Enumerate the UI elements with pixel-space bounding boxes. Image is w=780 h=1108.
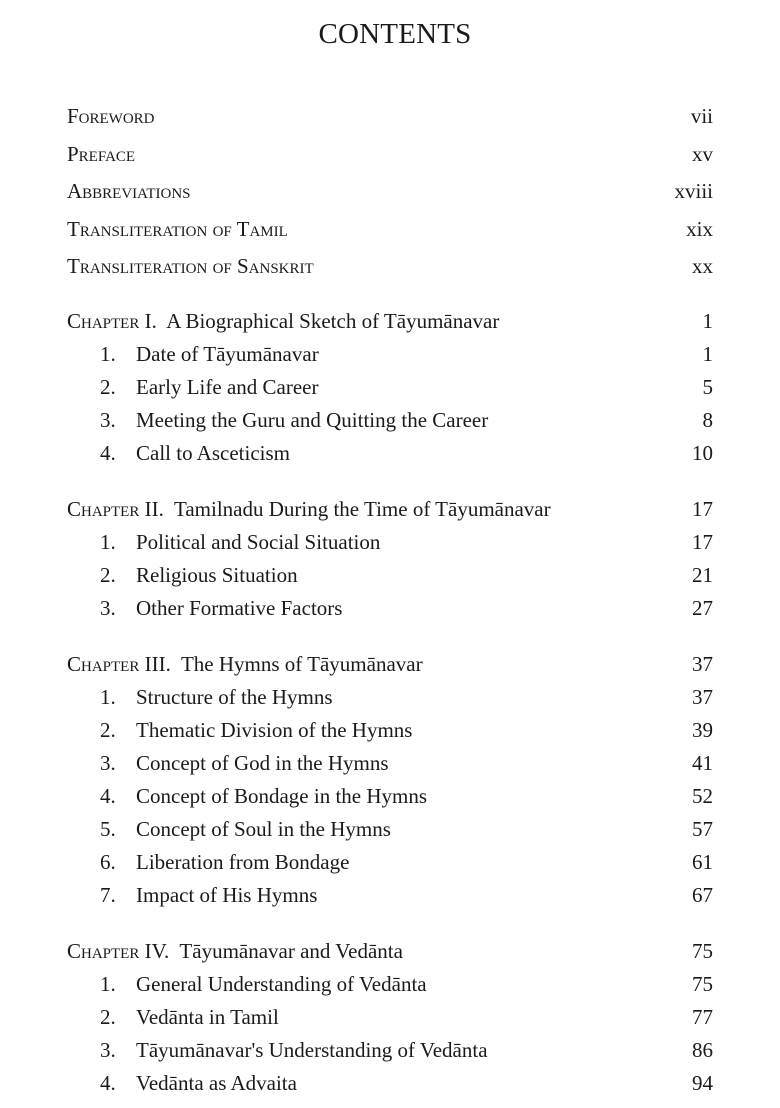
chapter-3: [67, 652, 713, 916]
section-title: Call to Asceticism: [136, 440, 290, 465]
spacer: [67, 292, 713, 309]
section-title: Other Formative Factors: [136, 595, 343, 620]
page-number: xx: [692, 254, 713, 278]
section-number: 4.: [100, 440, 116, 465]
chapter-heading[interactable]: [67, 652, 713, 685]
section-number: 2.: [100, 1004, 116, 1029]
page-number: xviii: [674, 179, 713, 203]
page-number: 17: [692, 529, 713, 554]
section-entry[interactable]: [67, 850, 713, 883]
section-entry[interactable]: [67, 784, 713, 817]
section-number: 6.: [100, 849, 116, 874]
chapter-title: The Hymns of Tāyumānavar: [180, 651, 423, 676]
section-number: 3.: [100, 407, 116, 432]
page-number: 75: [692, 938, 713, 963]
section-entry[interactable]: [67, 596, 713, 629]
section-title: Meeting the Guru and Quitting the Career: [136, 407, 489, 432]
page-number: 1: [702, 308, 713, 333]
toc-entry-transliteration-sanskrit[interactable]: [67, 254, 713, 292]
section-entry[interactable]: [67, 408, 713, 441]
page-number: 94: [692, 1070, 713, 1095]
page-number: 21: [692, 562, 713, 587]
section-number: 4.: [100, 783, 116, 808]
section-title: Thematic Division of the Hymns: [136, 717, 413, 742]
section-entry[interactable]: [67, 563, 713, 596]
section-number: 2.: [100, 374, 116, 399]
section-entry[interactable]: [67, 1005, 713, 1038]
page-number: vii: [690, 104, 713, 128]
section-title: Vedānta in Tamil: [136, 1004, 279, 1029]
section-title: Impact of His Hymns: [136, 882, 318, 907]
section-number: 3.: [100, 595, 116, 620]
page-number: 41: [692, 750, 713, 775]
entry-label: Foreword: [67, 104, 155, 128]
section-number: 1.: [100, 529, 116, 554]
section-entry[interactable]: [67, 685, 713, 718]
chapter-2: [67, 497, 713, 629]
entry-label: Transliteration of Sanskrit: [67, 254, 314, 278]
chapter-heading[interactable]: [67, 497, 713, 530]
section-entry[interactable]: [67, 441, 713, 474]
page-number: 37: [692, 651, 713, 676]
page-number: 1: [702, 341, 713, 366]
entry-label: Preface: [67, 141, 136, 166]
chapter-1: [67, 309, 713, 474]
section-entry[interactable]: [67, 817, 713, 850]
section-number: 3.: [100, 750, 116, 775]
chapter-title: Tamilnadu During the Time of Tāyumānavar: [173, 496, 551, 521]
spacer: [67, 474, 713, 497]
section-title: Tāyumānavar's Understanding of Vedānta: [136, 1037, 488, 1062]
section-number: 5.: [100, 816, 116, 841]
page-number: 57: [692, 816, 713, 841]
page-number: 39: [692, 717, 713, 742]
page-number: 27: [692, 595, 713, 620]
chapter-number: Chapter IV.: [67, 938, 170, 963]
section-title: Structure of the Hymns: [136, 684, 333, 709]
section-title: Concept of God in the Hymns: [136, 750, 389, 775]
section-number: 2.: [100, 562, 116, 587]
section-number: 3.: [100, 1037, 116, 1062]
section-title: Political and Social Situation: [136, 529, 381, 554]
section-title: Date of Tāyumānavar: [136, 341, 319, 366]
entry-label: Transliteration of Tamil: [67, 216, 288, 241]
page-number: 52: [692, 783, 713, 808]
section-entry[interactable]: [67, 751, 713, 784]
page-number: 17: [692, 496, 713, 521]
table-of-contents: [67, 104, 713, 1104]
page-number: 75: [692, 971, 713, 996]
page-number: 67: [692, 882, 713, 907]
section-entry[interactable]: [67, 1071, 713, 1104]
chapter-heading[interactable]: [67, 309, 713, 342]
chapter-title: A Biographical Sketch of Tāyumānavar: [166, 308, 500, 333]
page-number: 77: [692, 1004, 713, 1029]
section-entry[interactable]: [67, 375, 713, 408]
section-number: 7.: [100, 882, 116, 907]
section-entry[interactable]: [67, 972, 713, 1005]
section-number: 2.: [100, 717, 116, 742]
page-title: CONTENTS: [318, 18, 472, 50]
page-number: 8: [702, 407, 713, 432]
toc-entry-transliteration-tamil[interactable]: [67, 217, 713, 255]
section-title: General Understanding of Vedānta: [136, 971, 427, 996]
toc-entry-preface[interactable]: [67, 142, 713, 180]
section-title: Early Life and Career: [136, 374, 319, 399]
entry-label: Abbreviations: [67, 179, 191, 203]
section-number: 1.: [100, 341, 116, 366]
spacer: [67, 629, 713, 652]
page-number: 61: [692, 849, 713, 874]
section-title: Religious Situation: [136, 562, 298, 587]
section-entry[interactable]: [67, 530, 713, 563]
chapter-4: [67, 939, 713, 1104]
page-number: 10: [692, 440, 713, 465]
chapter-heading[interactable]: [67, 939, 713, 972]
chapter-number: Chapter I.: [67, 308, 157, 333]
chapter-number: Chapter II.: [67, 496, 164, 521]
page-number: 37: [692, 684, 713, 709]
section-entry[interactable]: [67, 1038, 713, 1071]
section-number: 4.: [100, 1070, 116, 1095]
page-number: 86: [692, 1037, 713, 1062]
front-matter-list: [67, 104, 713, 292]
toc-entry-abbreviations[interactable]: [67, 179, 713, 217]
spacer: [67, 916, 713, 939]
section-entry[interactable]: [67, 342, 713, 375]
section-number: 1.: [100, 971, 116, 996]
section-title: Vedānta as Advaita: [136, 1070, 297, 1095]
page-number: 5: [702, 374, 713, 399]
section-title: Concept of Bondage in the Hymns: [136, 783, 428, 808]
page-number: xv: [692, 141, 713, 166]
toc-entry-foreword[interactable]: [67, 104, 713, 142]
page-number: xix: [686, 216, 713, 241]
section-entry[interactable]: [67, 883, 713, 916]
section-title: Concept of Soul in the Hymns: [136, 816, 391, 841]
section-title: Liberation from Bondage: [136, 849, 350, 874]
chapter-number: Chapter III.: [67, 651, 171, 676]
chapter-title: Tāyumānavar and Vedānta: [179, 938, 403, 963]
section-number: 1.: [100, 684, 116, 709]
section-entry[interactable]: [67, 718, 713, 751]
